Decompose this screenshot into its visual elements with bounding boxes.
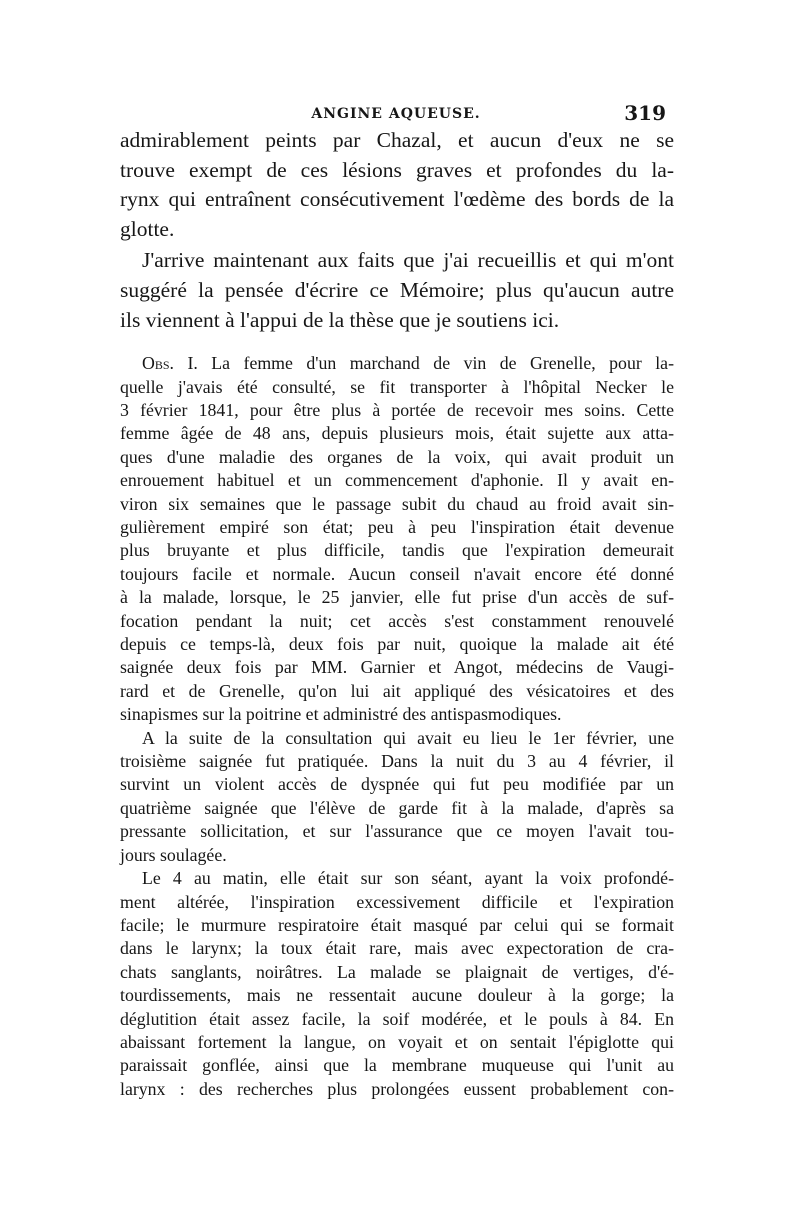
intro-paragraph-2 <box>120 246 674 335</box>
text-line: gulièrement empiré son état; peu à peu l'inspiration était devenue <box>120 517 674 537</box>
body-text <box>120 126 674 1101</box>
text-line: larynx : des recherches plus prolongées eussent probablement con- <box>120 1078 674 1099</box>
text-line: facile; le murmure respiratoire était masqué par celui qui se formait <box>120 914 674 935</box>
intro-paragraph-1 <box>120 126 674 244</box>
text-line: paraissait gonflée, ainsi que la membrane muqueuse qui l'unit au <box>120 1055 674 1076</box>
text-line: rard et de Grenelle, qu'on lui ait appliqué des vésicatoires et des <box>120 680 674 701</box>
text-line: ques d'une maladie des organes de la voix, qui avait produit un <box>120 446 674 467</box>
running-title: ANGINE AQUEUSE. <box>311 106 481 122</box>
page-header <box>122 100 670 126</box>
text-line: déglutition était assez facile, la soif modérée, et le pouls à 84. En <box>120 1008 674 1029</box>
text-line: quelle j'avais été consulté, se fit transporter à l'hôpital Necker le <box>120 376 674 397</box>
text-line: tourdissements, mais ne ressentait aucune douleur à la gorge; la <box>120 985 674 1006</box>
text-line: admirablement peints par Chazal, et aucun d'eux ne se <box>120 128 674 152</box>
text-line: quatrième saignée que l'élève de garde fit à la malade, d'après sa <box>120 797 674 818</box>
text-line: glotte. <box>120 216 175 241</box>
text-line: femme âgée de 48 ans, depuis plusieurs mois, était sujette aux atta- <box>120 423 674 444</box>
text-line: pressante sollicitation, et sur l'assurance que ce moyen l'avait tou- <box>120 821 674 842</box>
observation-label: Obs. I. <box>142 353 198 374</box>
text-line: ils viennent à l'appui de la thèse que je soutiens ici. <box>120 307 560 332</box>
text-line: à la malade, lorsque, le 25 janvier, elle fut prise d'un accès de suf- <box>120 587 674 608</box>
text-line: chats sanglants, noirâtres. La malade se plaignait de vertiges, d'é- <box>120 961 674 982</box>
text-line: trouve exempt de ces lésions graves et profondes du la- <box>120 157 674 182</box>
text-line: rynx qui entraînent consécutivement l'œdème des bords de la <box>120 187 674 212</box>
text-line: A la suite de la consultation qui avait eu lieu le 1er février, une <box>142 727 674 748</box>
observation-paragraph-2 <box>120 727 674 867</box>
text-line: plus bruyante et plus difficile, tandis que l'expiration demeurait <box>120 540 674 561</box>
text-line: 3 février 1841, pour être plus à portée de recevoir mes soins. Cette <box>120 399 674 420</box>
text-line: J'arrive maintenant aux faits que j'ai recueillis et qui m'ont <box>142 248 674 273</box>
text-line: enrouement habituel et un commencement d'aphonie. Il y avait en- <box>120 470 674 491</box>
text-line: survint un violent accès de dyspnée qui fut peu modifiée par un <box>120 774 674 795</box>
page-number: 319 <box>624 101 666 125</box>
text-line: ment altérée, l'inspiration excessivement difficile et l'expiration <box>120 891 674 912</box>
text-line: Obs. I. La femme d'un marchand de vin de Grenelle, pour la- <box>142 353 674 374</box>
text-line: abaissant fortement la langue, on voyait et on sentait l'épiglotte qui <box>120 1031 674 1052</box>
observation-paragraph-1 <box>120 352 674 727</box>
text-line: viron six semaines que le passage subit du chaud au froid avait sin- <box>120 493 674 514</box>
text-line: jours soulagée. <box>120 844 227 865</box>
observation-paragraph-3 <box>120 867 674 1101</box>
text-line: suggéré la pensée d'écrire ce Mémoire; plus qu'aucun autre <box>120 277 674 302</box>
text-line: Le 4 au matin, elle était sur son séant, ayant la voix profondé- <box>142 868 674 889</box>
text-line: saignée deux fois par MM. Garnier et Angot, médecins de Vaugi- <box>120 657 674 678</box>
text-line: toujours facile et normale. Aucun conseil n'avait encore été donné <box>120 563 674 584</box>
text-line: troisième saignée fut pratiquée. Dans la nuit du 3 au 4 février, il <box>120 751 674 772</box>
text-line: focation pendant la nuit; cet accès s'est constamment renouvelé <box>120 610 674 631</box>
text-line: depuis ce temps-là, deux fois par nuit, quoique la malade ait été <box>120 634 674 655</box>
text-line: dans le larynx; la toux était rare, mais avec expectoration de cra- <box>120 938 674 959</box>
text-line: sinapismes sur la poitrine et administré des antispasmodiques. <box>120 704 562 725</box>
